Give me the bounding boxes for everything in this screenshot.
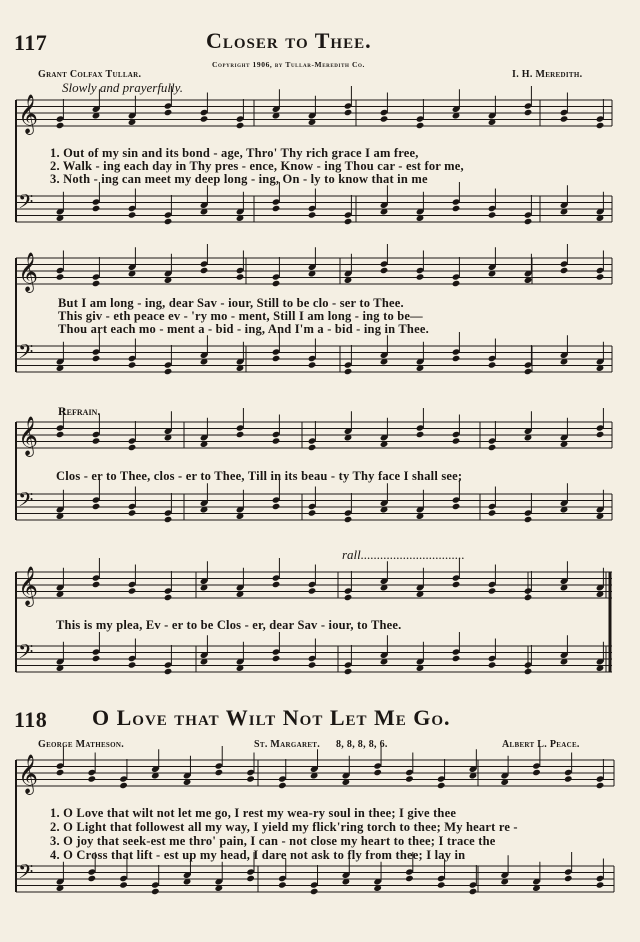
note-head bbox=[308, 587, 317, 594]
note-head bbox=[344, 668, 353, 675]
bass-clef: 𝄢 bbox=[18, 488, 34, 516]
note-head bbox=[308, 444, 317, 451]
lyric-line: 3. Noth - ing can meet my deep long - ing, On - ly to know that in me bbox=[50, 172, 428, 186]
note-head bbox=[119, 782, 128, 789]
note-head bbox=[278, 782, 287, 789]
note-head bbox=[87, 775, 96, 782]
note-head bbox=[92, 205, 101, 212]
note-head bbox=[405, 875, 414, 882]
note-head bbox=[92, 581, 101, 588]
note-head bbox=[596, 273, 605, 280]
note-head bbox=[92, 503, 101, 510]
lyric-line: 4. O Cross that lift - est up my head, I dare not ask to fly from thee; I lay in bbox=[50, 848, 466, 862]
note-head bbox=[596, 122, 605, 129]
treble-clef: 𝄞 bbox=[18, 94, 39, 134]
note-head bbox=[416, 431, 425, 438]
note-head bbox=[437, 782, 446, 789]
rall-text: rall bbox=[342, 547, 361, 562]
note-head bbox=[308, 509, 317, 516]
treble-clef: 𝄞 bbox=[18, 754, 39, 794]
hymn-118-lyricist: George Matheson. bbox=[38, 739, 125, 750]
note-head bbox=[164, 668, 173, 675]
hymn-117-composer: I. H. Meredith. bbox=[512, 69, 583, 80]
hymn-117-title: Closer to Thee. bbox=[206, 28, 372, 53]
treble-clef: 𝄞 bbox=[18, 416, 39, 456]
note-head bbox=[56, 769, 65, 776]
note-head bbox=[560, 267, 569, 274]
note-head bbox=[452, 655, 461, 662]
note-head bbox=[87, 875, 96, 882]
note-head bbox=[164, 594, 173, 601]
note-head bbox=[488, 211, 497, 218]
note-head bbox=[344, 218, 353, 225]
note-head bbox=[164, 109, 173, 116]
note-head bbox=[405, 775, 414, 782]
note-head bbox=[437, 881, 446, 888]
hymn-118-meter: 8, 8, 8, 8, 6. bbox=[336, 739, 388, 750]
hymn-118-number: 118 bbox=[14, 707, 48, 732]
note-head bbox=[119, 881, 128, 888]
note-head bbox=[452, 503, 461, 510]
refrain-label: Refrain. bbox=[58, 404, 101, 418]
note-head bbox=[452, 355, 461, 362]
treble-clef: 𝄞 bbox=[18, 566, 39, 606]
lyric-line: Thou art each mo - ment a - bid - ing, And I'm a - bid - ing in Thee. bbox=[58, 322, 429, 336]
note-head bbox=[272, 437, 281, 444]
hymn-117-number: 117 bbox=[14, 30, 48, 55]
bass-clef: 𝄢 bbox=[18, 190, 34, 218]
note-head bbox=[278, 881, 287, 888]
note-head bbox=[246, 875, 255, 882]
note-head bbox=[92, 355, 101, 362]
hymn-118-tune: St. Margaret. bbox=[254, 739, 321, 750]
note-head bbox=[532, 769, 541, 776]
note-head bbox=[488, 361, 497, 368]
lyric-line: But I am long - ing, dear Sav - iour, Still to be clo - ser to Thee. bbox=[58, 296, 404, 310]
note-head bbox=[236, 273, 245, 280]
hymn-118-composer: Albert L. Peace. bbox=[502, 739, 580, 750]
treble-clef: 𝄞 bbox=[18, 252, 39, 292]
note-head bbox=[128, 211, 137, 218]
note-head bbox=[56, 122, 65, 129]
tempo-marking: Slowly and prayerfully. bbox=[62, 80, 183, 95]
lyric-line: 3. O joy that seek-est me thro' pain, I can - not close my heart to thee; I trace the bbox=[50, 834, 496, 848]
note-head bbox=[524, 368, 533, 375]
lyric-line: 1. Out of my sin and its bond - age, Thro' Thy rich grace I am free, bbox=[50, 146, 419, 160]
note-head bbox=[380, 115, 389, 122]
note-head bbox=[344, 594, 353, 601]
note-head bbox=[236, 431, 245, 438]
note-head bbox=[373, 769, 382, 776]
note-head bbox=[215, 769, 224, 776]
bass-clef: 𝄢 bbox=[18, 640, 34, 668]
note-head bbox=[56, 431, 65, 438]
note-head bbox=[308, 211, 317, 218]
lyric-line: 1. O Love that wilt not let me go, I rest my wea-ry soul in thee; I give thee bbox=[50, 806, 457, 820]
bass-clef: 𝄢 bbox=[18, 860, 34, 888]
note-head bbox=[488, 661, 497, 668]
note-head bbox=[344, 109, 353, 116]
note-head bbox=[596, 782, 605, 789]
note-head bbox=[416, 273, 425, 280]
note-head bbox=[488, 509, 497, 516]
note-head bbox=[452, 280, 461, 287]
note-head bbox=[128, 444, 137, 451]
note-head bbox=[380, 267, 389, 274]
hymn-118-title: O Love that Wilt Not Let Me Go. bbox=[92, 705, 451, 730]
lyric-line: 2. Walk - ing each day in Thy pres - ence, Know - ing Thou car - est for me, bbox=[50, 159, 464, 173]
note-head bbox=[164, 218, 173, 225]
lyric-line: Clos - er to Thee, clos - er to Thee, Till in its beau - ty Thy face I shall see; bbox=[56, 469, 463, 483]
note-head bbox=[596, 881, 605, 888]
note-head bbox=[164, 516, 173, 523]
note-head bbox=[246, 775, 255, 782]
note-head bbox=[524, 668, 533, 675]
note-head bbox=[92, 655, 101, 662]
note-head bbox=[272, 503, 281, 510]
note-head bbox=[469, 888, 478, 895]
note-head bbox=[200, 267, 209, 274]
hymn-117-lyricist: Grant Colfax Tullar. bbox=[38, 69, 142, 80]
note-head bbox=[164, 368, 173, 375]
note-head bbox=[272, 205, 281, 212]
note-head bbox=[488, 587, 497, 594]
note-head bbox=[92, 280, 101, 287]
note-head bbox=[236, 122, 245, 129]
note-head bbox=[596, 431, 605, 438]
note-head bbox=[564, 875, 573, 882]
note-head bbox=[452, 581, 461, 588]
note-head bbox=[560, 115, 569, 122]
note-head bbox=[452, 437, 461, 444]
lyric-line: This is my plea, Ev - er to be Clos - er, dear Sav - iour, to Thee. bbox=[56, 618, 402, 632]
note-head bbox=[488, 444, 497, 451]
note-head bbox=[308, 661, 317, 668]
note-head bbox=[128, 661, 137, 668]
note-head bbox=[272, 581, 281, 588]
note-head bbox=[452, 205, 461, 212]
note-head bbox=[308, 361, 317, 368]
rall-marking: rall................................ bbox=[342, 547, 465, 562]
note-head bbox=[524, 516, 533, 523]
note-head bbox=[151, 888, 160, 895]
note-head bbox=[56, 273, 65, 280]
note-head bbox=[416, 122, 425, 129]
note-head bbox=[92, 437, 101, 444]
note-head bbox=[564, 775, 573, 782]
lyric-line: This giv - eth peace ev - 'ry mo - ment, Still I am long - ing to be— bbox=[58, 309, 423, 323]
note-head bbox=[200, 115, 209, 122]
note-head bbox=[524, 218, 533, 225]
note-head bbox=[344, 368, 353, 375]
note-head bbox=[524, 594, 533, 601]
note-head bbox=[128, 509, 137, 516]
bass-clef: 𝄢 bbox=[18, 340, 34, 368]
note-head bbox=[344, 516, 353, 523]
hymn-117-copyright: Copyright 1906, by Tullar-Meredith Co. bbox=[212, 60, 365, 69]
note-head bbox=[128, 587, 137, 594]
note-head bbox=[524, 109, 533, 116]
note-head bbox=[272, 280, 281, 287]
note-head bbox=[310, 888, 319, 895]
note-head bbox=[128, 361, 137, 368]
note-head bbox=[272, 655, 281, 662]
note-head bbox=[272, 355, 281, 362]
lyric-line: 2. O Light that followest all my way, I yield my flick'ring torch to thee; My heart re - bbox=[50, 820, 518, 834]
